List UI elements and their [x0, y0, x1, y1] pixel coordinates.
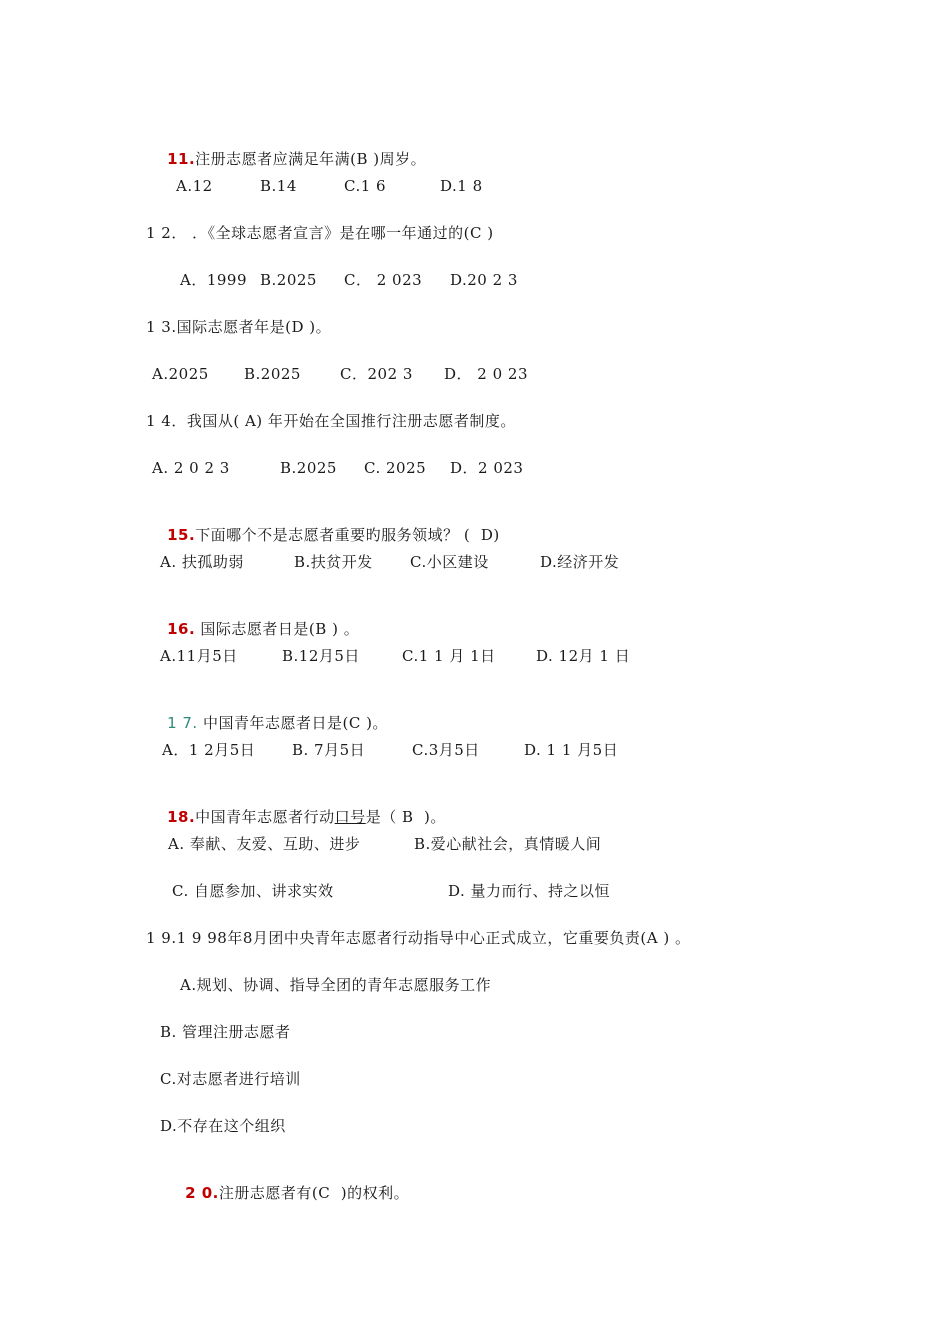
- option-13-a: A.2025: [152, 365, 209, 383]
- option-18-a: A. 奉献、友爱、互助、进步: [168, 835, 361, 853]
- option-19-b: B. 管理注册志愿者: [160, 1023, 291, 1041]
- option-15-b: B.扶贫开发: [294, 553, 373, 571]
- question-number: 1 7.: [167, 714, 198, 732]
- option-12-d: D.20 2 3: [450, 271, 518, 289]
- option-11-a: A.12: [176, 177, 213, 195]
- question-text: 国际志愿者日是(B ) 。: [195, 620, 360, 638]
- option-14-d: D．2 023: [450, 459, 524, 477]
- question-text-end: 是（ B )。: [365, 808, 446, 826]
- option-18-c: C. 自愿参加、讲求实效: [172, 882, 334, 900]
- option-15-c: C.小区建设: [410, 553, 489, 571]
- option-13-d: D． 2 0 23: [444, 365, 529, 383]
- question-text: 注册志愿者应满足年满(B )周岁。: [195, 150, 427, 168]
- option-12-b: B.2025: [260, 271, 317, 289]
- question-number: 15.: [167, 526, 196, 544]
- option-16-b: B.12月5日: [282, 647, 360, 665]
- option-14-c: C. 2025: [364, 459, 427, 477]
- question-12: 1 2． ．《全球志愿者宣言》是在哪一年通过的(C ): [146, 224, 494, 242]
- question-text: 下面哪个不是志愿者重要旳服务领域？ ( D): [195, 526, 500, 544]
- option-11-d: D.1 8: [440, 177, 483, 195]
- question-20: [164, 1163, 409, 1223]
- option-18-d: D. 量力而行、持之以恒: [448, 882, 611, 900]
- question-13: 1 3.国际志愿者年是(D )。: [146, 318, 332, 336]
- question-number: 18.: [167, 808, 196, 826]
- option-12-a: A．1999: [180, 271, 248, 289]
- question-text: 中国青年志愿者行动: [195, 808, 335, 826]
- option-19-d: D.不存在这个组织: [160, 1117, 286, 1135]
- question-19: 1 9.1 9 98年8月团中央青年志愿者行动指导中心正式成立，它重要负责(A ) 。: [146, 929, 691, 947]
- option-15-a: A. 扶孤助弱: [160, 553, 244, 571]
- option-19-a: A.规划、协调、指导全团的青年志愿服务工作: [180, 976, 492, 994]
- question-number: 16.: [167, 620, 196, 638]
- option-16-a: A.11月5日: [160, 647, 238, 665]
- question-number: 2 0.: [185, 1184, 219, 1202]
- option-16-d: D. 12月 1 日: [536, 647, 631, 665]
- question-14: 1 4．我国从( A) 年开始在全国推行注册志愿者制度。: [146, 412, 516, 430]
- question-text: 注册志愿者有(C )的权利。: [218, 1184, 410, 1202]
- option-13-c: C．202 3: [340, 365, 413, 383]
- option-17-b: B. 7月5日: [292, 741, 366, 759]
- option-14-a: A. 2 0 2 3: [152, 459, 230, 477]
- option-11-c: C.1 6: [344, 177, 387, 195]
- option-17-c: C.3月5日: [412, 741, 480, 759]
- option-17-a: A．1 2月5日: [162, 741, 256, 759]
- option-17-d: D. 1 1 月5日: [524, 741, 619, 759]
- option-13-b: B.2025: [244, 365, 301, 383]
- option-15-d: D.经济开发: [540, 553, 620, 571]
- question-text: 中国青年志愿者日是(C )。: [197, 714, 388, 732]
- underlined-word: 口号: [334, 808, 366, 826]
- question-number: 11.: [167, 150, 196, 168]
- option-19-c: C.对志愿者进行培训: [160, 1070, 301, 1088]
- option-18-b: B.爱心献社会，真情暖人间: [414, 835, 602, 853]
- option-12-c: C． 2 023: [344, 271, 423, 289]
- option-14-b: B.2025: [280, 459, 337, 477]
- option-11-b: B.14: [260, 177, 297, 195]
- option-16-c: C.1 1 月 1日: [402, 647, 496, 665]
